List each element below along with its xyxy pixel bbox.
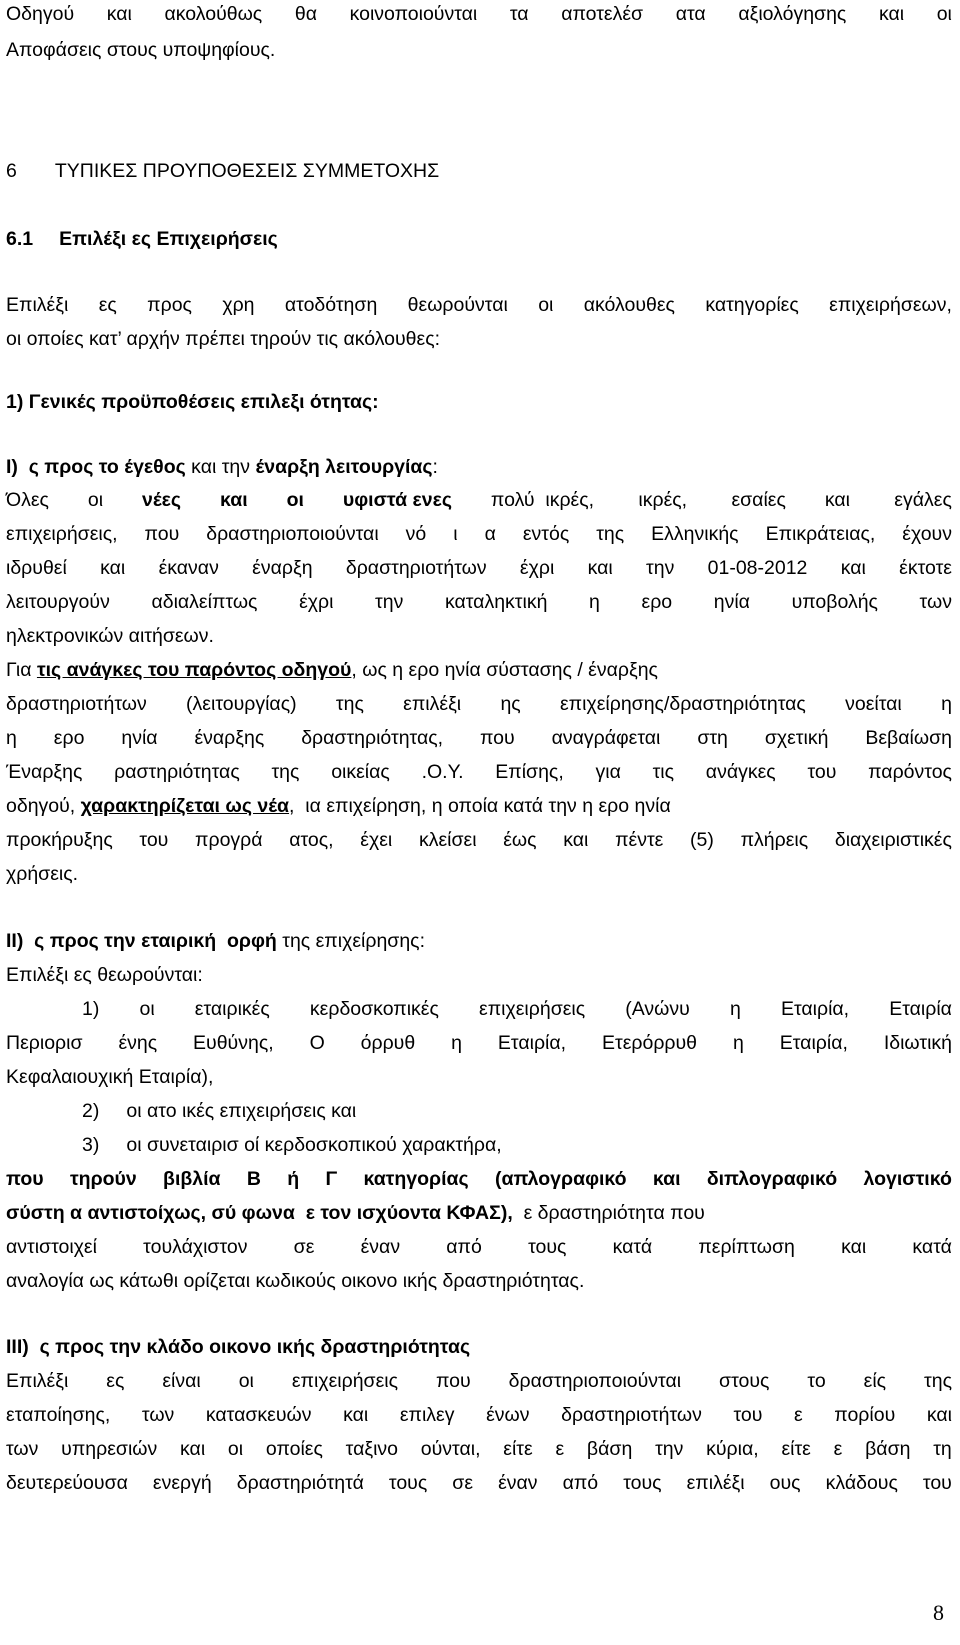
eligible-item-1-line-3: Κεφαλαιουχική Εταιρία), [6, 1066, 214, 1088]
word: σχετική [764, 727, 829, 749]
criterion-II-heading: ΙΙ) ς προς την εταιρική ορφή της επιχείρησης: [6, 930, 425, 952]
paragraph-3-line-2 [6, 692, 952, 716]
word: το [807, 1370, 826, 1392]
word: ε [555, 1438, 565, 1460]
word: Β [246, 1168, 261, 1190]
bookkeeping-line-1 [6, 1167, 952, 1191]
word: παρόντος [868, 761, 952, 783]
word: Περιορισ [6, 1032, 83, 1054]
word: η [6, 727, 17, 749]
word: είναι [162, 1370, 201, 1392]
word: εταποίησης, [6, 1404, 111, 1426]
bookkeeping-line-4: αναλογία ως κάτωθι ορίζεται κωδικούς οικονο ικής δραστηριότητας. [6, 1270, 585, 1292]
word: δραστηριοτήτων [561, 1404, 702, 1426]
word: Επίσης, [495, 761, 564, 783]
word: του [922, 1472, 952, 1494]
word: δραστηριότητας, [301, 727, 444, 749]
word: διαχειριστικές [834, 829, 952, 851]
word: του [733, 1404, 763, 1426]
word: τα [509, 3, 529, 25]
criterion-III-line-4 [6, 1471, 952, 1495]
word: (απλογραφικό [494, 1168, 627, 1190]
word: σε [452, 1472, 474, 1494]
word: πέντε [615, 829, 664, 851]
word: της [596, 523, 625, 545]
word: έχρι [299, 591, 334, 613]
criterion-III-line-3 [6, 1437, 952, 1461]
paragraph-3-line-3 [6, 726, 952, 750]
word: ε [793, 1404, 803, 1426]
word: και [652, 1168, 681, 1190]
word: είτε [781, 1438, 811, 1460]
word: η [729, 998, 741, 1020]
word: βιβλία [163, 1168, 221, 1190]
criterion-I-heading: Ι) ς προς το έγεθος και την έναρξη λειτουργίας: [6, 456, 438, 478]
criterion-III-heading: ΙΙΙ) ς προς την κλάδο οικονο ικής δραστηριότητας [6, 1336, 471, 1358]
word: έναν [360, 1236, 401, 1258]
word: αναγράφεται [551, 727, 661, 749]
word: κλάδους [825, 1472, 898, 1494]
word: Γ [325, 1168, 338, 1190]
word: Ελληνικής [651, 523, 739, 545]
word: την [646, 557, 675, 579]
eligible-item-1-line-1 [82, 997, 952, 1021]
word: ους [769, 1472, 801, 1494]
word: δραστηριοποιούνται [206, 523, 379, 545]
word: κερδοσκοπικές [309, 998, 439, 1020]
word: Επικράτειας, [765, 523, 876, 545]
word: και [840, 557, 866, 579]
word: ή [287, 1168, 300, 1190]
eligible-item-3: 3) οι συνεταιρισ οί κερδοσκοπικού χαρακτήρα, [82, 1134, 502, 1156]
word: θα [294, 3, 317, 25]
word: ένης [118, 1032, 158, 1054]
bookkeeping-line-3 [6, 1235, 952, 1259]
word: (Ανώνυ [625, 998, 690, 1020]
word: επιχειρήσεις, [6, 523, 118, 545]
eligible-item-2: 2) οι ατο ικές επιχειρήσεις και [82, 1100, 357, 1122]
word: είτε [503, 1438, 533, 1460]
paragraph-3-line-7: χρήσεις. [6, 863, 79, 885]
word: και [180, 1438, 206, 1460]
word: ταξινο [345, 1438, 399, 1460]
word: υπηρεσιών [61, 1438, 158, 1460]
word: η [941, 693, 952, 715]
paragraph-2-line-2 [6, 522, 952, 546]
word: Ευθύνης, [193, 1032, 274, 1054]
word: και [563, 829, 589, 851]
word: έκτοτε [899, 557, 952, 579]
paragraph-2-line-3 [6, 556, 952, 580]
word: λογιστικό [863, 1168, 952, 1190]
word: η [732, 1032, 744, 1054]
word: Βεβαίωση [865, 727, 952, 749]
word: νό [405, 523, 427, 545]
word: Ιδιωτική [883, 1032, 952, 1054]
word: για [595, 761, 621, 783]
word: Οδηγού [6, 3, 75, 25]
word: λειτουργούν [6, 591, 110, 613]
section-number: 6 [6, 160, 17, 182]
word: ι [453, 523, 458, 545]
word: υποβολής [791, 591, 878, 613]
word: ηνία [713, 591, 750, 613]
word: οι [538, 294, 554, 316]
word: της [271, 761, 300, 783]
word: Ο [309, 1032, 325, 1054]
word: εταιρικές [194, 998, 270, 1020]
word: τουλάχιστον [143, 1236, 248, 1258]
word: που [6, 1168, 44, 1190]
word: ηνία [121, 727, 158, 749]
word: οι [139, 998, 155, 1020]
word: των [6, 1438, 39, 1460]
word: οι [936, 3, 952, 25]
word: κλείσει [418, 829, 477, 851]
paragraph-1-line-1 [6, 293, 952, 317]
word: ακόλουθες [583, 294, 675, 316]
word: προς [147, 294, 192, 316]
bookkeeping-line-2: σύστη α αντιστοίχως, σύ φωνα ε τον ισχύοντα ΚΦΑΣ), ε δραστηριότητα που [6, 1202, 705, 1224]
word: 01-08-2012 [707, 557, 808, 579]
word: ακολούθως [164, 3, 263, 25]
word: ανάγκες [705, 761, 776, 783]
word: έναν [498, 1472, 538, 1494]
word: αντιστοιχεί [6, 1236, 97, 1258]
word: Εταιρία, [497, 1032, 567, 1054]
word: θεωρούνται [407, 294, 508, 316]
paragraph-1-line-2: οι οποίες κατ’ αρχήν πρέπει τηρούν τις ακόλουθες: [6, 328, 441, 350]
word: από [446, 1236, 482, 1258]
word: της [924, 1370, 952, 1392]
word: έναρξη [252, 557, 313, 579]
word: τους [388, 1472, 428, 1494]
word: επιχείρησης/δραστηριότητας [559, 693, 806, 715]
word: .Ο.Υ. [421, 761, 464, 783]
word: (λειτουργίας) [186, 693, 297, 715]
word: ε [833, 1438, 843, 1460]
general-conditions-heading: 1) Γενικές προϋποθέσεις επιλεξι ότητας: [6, 391, 379, 413]
word: δραστηριοτήτων [6, 693, 147, 715]
criterion-III-line-2 [6, 1403, 952, 1427]
word: δραστηριοτήτων [345, 557, 487, 579]
word: και [343, 1404, 369, 1426]
word: έκαναν [158, 557, 219, 579]
word: και [926, 1404, 952, 1426]
word: διπλογραφικό [706, 1168, 838, 1190]
word: όρρυθ [360, 1032, 416, 1054]
criterion-III-line-1 [6, 1369, 952, 1393]
paragraph-2-line-1: Όλες οι νέες και οι υφιστά ενες πολύ ικρές, ικρές, εσαίες και εγάλες [6, 489, 952, 511]
word: κύρια, [706, 1438, 759, 1460]
word: πλήρεις [740, 829, 809, 851]
word: ες [98, 294, 117, 316]
word: νοείται [845, 693, 902, 715]
word: κατηγορίας [363, 1168, 469, 1190]
word: κατά [912, 1236, 952, 1258]
word: ενεργή [152, 1472, 212, 1494]
word: έχρι [519, 557, 555, 579]
word: 1) [82, 998, 100, 1020]
word: και [100, 557, 126, 579]
word: των [919, 591, 952, 613]
word: που [144, 523, 180, 545]
word: τις [652, 761, 675, 783]
word: κατά [612, 1236, 653, 1258]
word: πορίου [834, 1404, 896, 1426]
word: α [484, 523, 496, 545]
word: ούνται, [420, 1438, 481, 1460]
word: έχουν [902, 523, 952, 545]
word: Ετερόρρυθ [601, 1032, 698, 1054]
section-title: ΤΥΠΙΚΕΣ ΠΡΟΥΠΟΘΕΣΕΙΣ ΣΥΜΜΕΤΟΧΗΣ [54, 160, 440, 182]
word: (5) [690, 829, 714, 851]
word: και [106, 3, 132, 25]
paragraph-3-line-5: οδηγού, χαρακτηρίζεται ως νέα, ια επιχείρηση, η οποία κατά την η ερο ηνία [6, 795, 671, 817]
section-title: Επιλέξι ες Επιχειρήσεις [59, 228, 278, 250]
word: δευτερεύουσα [6, 1472, 128, 1494]
intro-line-2: Αποφάσεις στους υποψηφίους. [6, 39, 276, 61]
intro-line-1 [6, 2, 952, 26]
section-6-1-heading [6, 227, 278, 251]
word: κοινοποιούνται [349, 3, 478, 25]
word: επιλέξι [686, 1472, 745, 1494]
word: καταληκτική [444, 591, 548, 613]
word: και [587, 557, 613, 579]
word: κατασκευών [205, 1404, 312, 1426]
word: που [479, 727, 515, 749]
word: τη [933, 1438, 952, 1460]
page-number: 8 [933, 1600, 944, 1625]
word: είς [863, 1370, 887, 1392]
word: Εταιρία [889, 998, 952, 1020]
word: η [589, 591, 600, 613]
word: και [878, 3, 905, 25]
word: οποίες [265, 1438, 323, 1460]
word: ιδρυθεί [6, 557, 67, 579]
word: Έναρξης [6, 761, 83, 783]
section-number: 6.1 [6, 228, 34, 250]
word: περίπτωση [698, 1236, 795, 1258]
word: δραστηριότητά [236, 1472, 364, 1494]
paragraph-3-line-6 [6, 828, 952, 852]
word: ης [500, 693, 521, 715]
word: των [141, 1404, 175, 1426]
word: της [335, 693, 364, 715]
paragraph-2-line-4 [6, 590, 952, 614]
word: οι [238, 1370, 254, 1392]
word: από [562, 1472, 599, 1494]
word: ερο [53, 727, 85, 749]
word: Εταιρία, [779, 1032, 848, 1054]
word: βάση [586, 1438, 633, 1460]
criterion-II-subheading: Επιλέξι ες θεωρούνται: [6, 964, 203, 986]
word: επιχειρήσεις [479, 998, 586, 1020]
word: ατα [675, 3, 706, 25]
word: τους [528, 1236, 567, 1258]
word: Εταιρία, [780, 998, 850, 1020]
word: στους [719, 1370, 770, 1392]
paragraph-3-line-4 [6, 760, 952, 784]
paragraph-3-line-1: Για τις ανάγκες του παρόντος οδηγού, ως η ερο ηνία σύστασης / έναρξης [6, 659, 658, 681]
word: αξιολόγησης [738, 3, 847, 25]
word: ένων [486, 1404, 530, 1426]
word: ραστηριότητας [114, 761, 240, 783]
word: έναρξης [194, 727, 265, 749]
word: δραστηριοποιούνται [508, 1370, 682, 1392]
word: Επιλέξι [6, 1370, 69, 1392]
word: και [841, 1236, 867, 1258]
word: τους [623, 1472, 662, 1494]
word: προκήρυξης [6, 829, 113, 851]
word: του [807, 761, 837, 783]
word: επιλεγ [399, 1404, 455, 1426]
eligible-item-1-line-2 [6, 1031, 952, 1055]
word: την [375, 591, 404, 613]
word: έως [503, 829, 537, 851]
word: η [451, 1032, 462, 1054]
word: οι [227, 1438, 244, 1460]
word: επιχειρήσεις [291, 1370, 398, 1392]
word: σε [293, 1236, 315, 1258]
word: επιχειρήσεων, [829, 294, 952, 316]
word: προγρά [195, 829, 263, 851]
paragraph-2-line-5: ηλεκτρονικών αιτήσεων. [6, 625, 214, 647]
section-6-heading [6, 159, 439, 183]
word: κατηγορίες [705, 294, 799, 316]
word: επιλέξι [403, 693, 462, 715]
word: χρη [222, 294, 255, 316]
word: του [139, 829, 169, 851]
word: έχει [360, 829, 393, 851]
word: ατος, [289, 829, 334, 851]
word: την [655, 1438, 684, 1460]
word: βάση [865, 1438, 911, 1460]
word: που [435, 1370, 471, 1392]
word: τηρούν [69, 1168, 137, 1190]
word: ερο [641, 591, 673, 613]
word: οικείας [331, 761, 390, 783]
word: αδιαλείπτως [151, 591, 258, 613]
word: αποτελέσ [561, 3, 644, 25]
word: ατοδότηση [284, 294, 378, 316]
word: Επιλέξι [6, 294, 69, 316]
word: ες [106, 1370, 125, 1392]
word: εντός [522, 523, 570, 545]
word: στη [697, 727, 728, 749]
